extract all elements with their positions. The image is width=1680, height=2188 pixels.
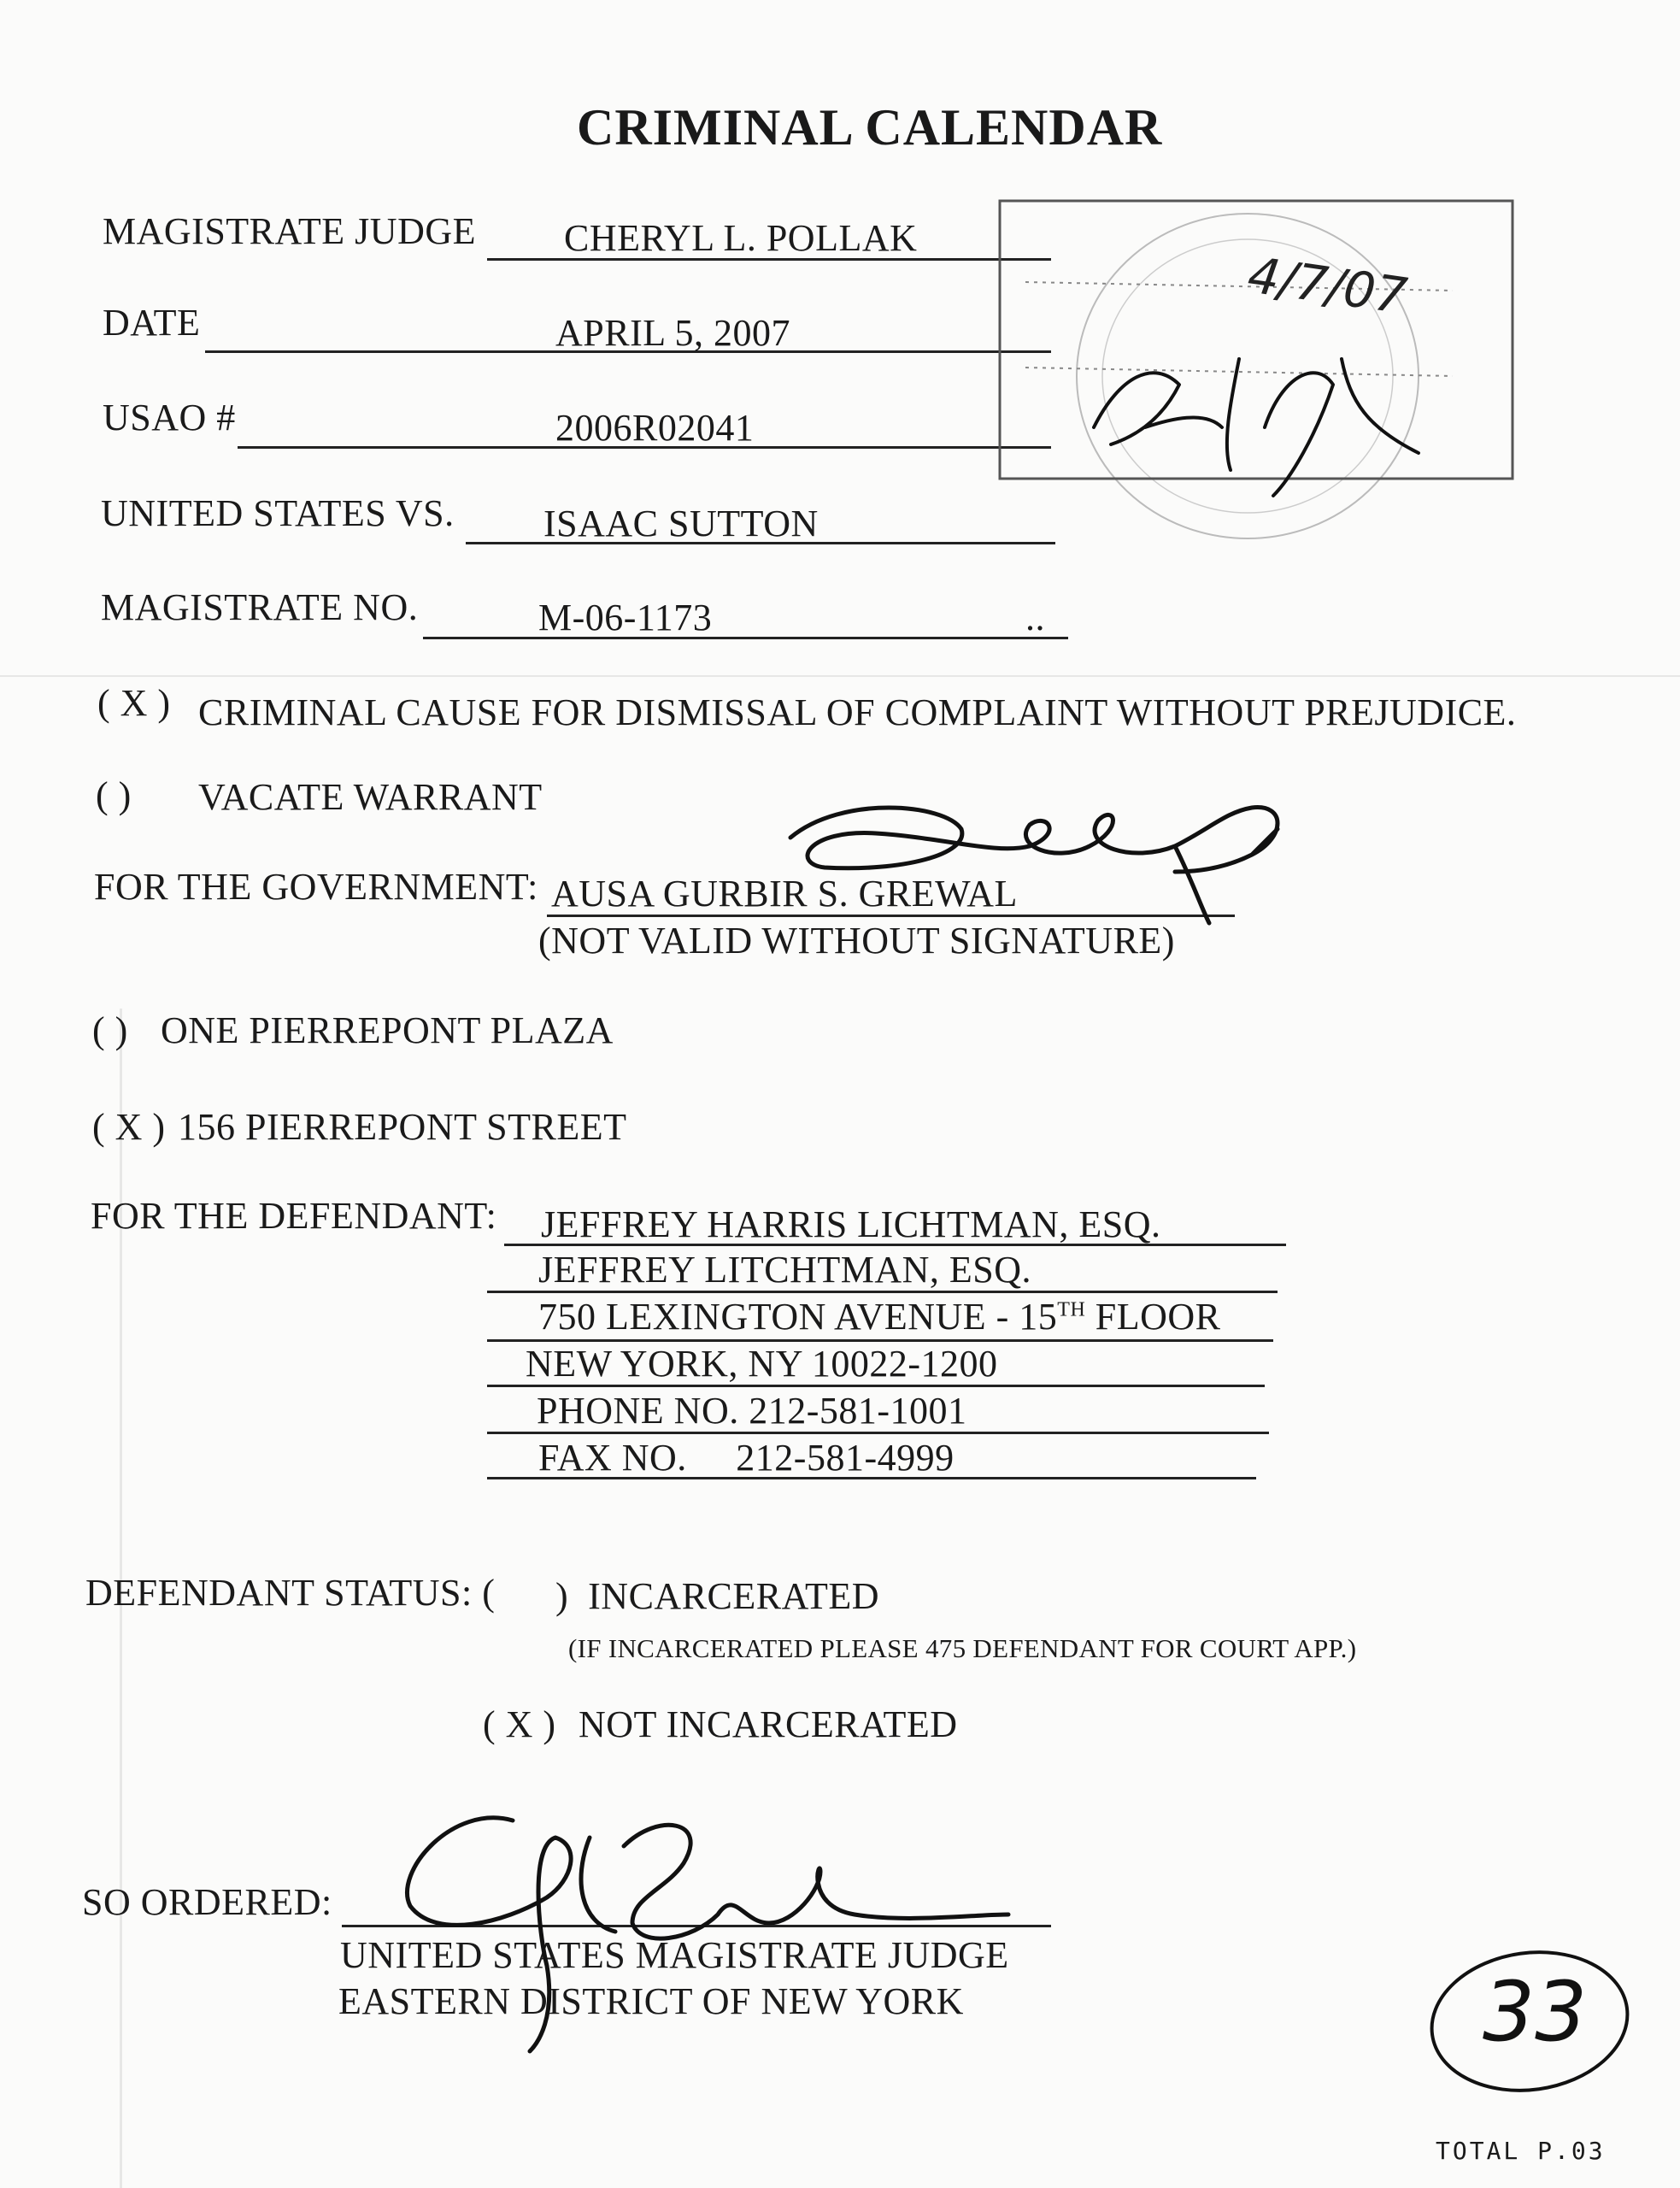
dismissal-mark: ( X ) [97, 682, 171, 724]
vacate-text: VACATE WARRANT [198, 776, 543, 818]
mag-no-suffix: .. [1025, 597, 1045, 638]
order-line2: EASTERN DISTRICT OF NEW YORK [338, 1980, 964, 2022]
vs-label: UNITED STATES VS. [101, 492, 455, 534]
page-title: CRIMINAL CALENDAR [577, 99, 1163, 156]
defendant-line: NEW YORK, NY 10022-1200 [526, 1343, 998, 1385]
mag-no-value: M-06-1173 [538, 597, 713, 638]
page-number: 33 [1483, 1964, 1588, 2060]
status-label: DEFENDANT STATUS: ( [85, 1572, 496, 1614]
so-ordered-label: SO ORDERED: [82, 1881, 332, 1923]
dismissal-text: CRIMINAL CAUSE FOR DISMISSAL OF COMPLAINT WITHOUT PREJUDICE. [198, 691, 1517, 733]
judge-signature [376, 1795, 1025, 2051]
scan-artifact [0, 675, 1680, 677]
government-label: FOR THE GOVERNMENT: [94, 866, 538, 908]
location-two-mark: ( X ) [92, 1106, 166, 1148]
usao-value: 2006R02041 [555, 407, 755, 449]
defendant-underline [487, 1477, 1256, 1479]
defendant-line: JEFFREY LITCHTMAN, ESQ. [538, 1249, 1032, 1291]
status-incarcerated: ) INCARCERATED [555, 1575, 880, 1617]
location-one-mark: ( ) [92, 1009, 128, 1051]
status-not-incarcerated-mark: ( X ) [483, 1703, 556, 1745]
government-note: (NOT VALID WITHOUT SIGNATURE) [538, 920, 1175, 962]
mag-no-underline [423, 637, 1068, 639]
vacate-mark: ( ) [96, 774, 132, 816]
floor-word: FLOOR [1095, 1296, 1221, 1338]
stamp-signature [1060, 325, 1453, 521]
stamp-handwritten-date: 4/7/07 [1244, 245, 1411, 326]
footer-total-pages: TOTAL P.03 [1436, 2137, 1606, 2165]
location-one-text: ONE PIERREPONT PLAZA [161, 1009, 614, 1051]
order-line1: UNITED STATES MAGISTRATE JUDGE [340, 1934, 1009, 1976]
defendant-underline [504, 1244, 1286, 1246]
defendant-address-street: 750 LEXINGTON AVENUE - 15 [538, 1296, 1058, 1338]
government-signature [773, 795, 1320, 940]
defendant-address [538, 1295, 1221, 1338]
judge-value: CHERYL L. POLLAK [564, 217, 918, 259]
defendant-line: FAX NO. 212-581-4999 [538, 1437, 955, 1479]
usao-label: USAO # [103, 397, 236, 438]
defendant-underline [487, 1432, 1269, 1434]
date-value: APRIL 5, 2007 [555, 312, 790, 354]
status-not-incarcerated: NOT INCARCERATED [579, 1703, 958, 1745]
status-incarcerated-note: (IF INCARCERATED PLEASE 475 DEFENDANT FOR COURT APP.) [568, 1633, 1357, 1663]
defendant-line: JEFFREY HARRIS LICHTMAN, ESQ. [541, 1203, 1161, 1245]
government-name: AUSA GURBIR S. GREWAL [551, 873, 1018, 915]
defendant-underline [487, 1385, 1265, 1387]
mag-no-label: MAGISTRATE NO. [101, 586, 419, 628]
defendant-line: PHONE NO. 212-581-1001 [537, 1390, 967, 1432]
vs-value: ISAAC SUTTON [543, 503, 819, 544]
floor-superscript: TH [1057, 1298, 1086, 1321]
defendant-underline [487, 1291, 1278, 1293]
judge-label: MAGISTRATE JUDGE [103, 210, 476, 252]
defendant-label: FOR THE DEFENDANT: [91, 1195, 497, 1237]
location-two-text: 156 PIERREPONT STREET [178, 1106, 627, 1148]
date-label: DATE [103, 302, 201, 344]
